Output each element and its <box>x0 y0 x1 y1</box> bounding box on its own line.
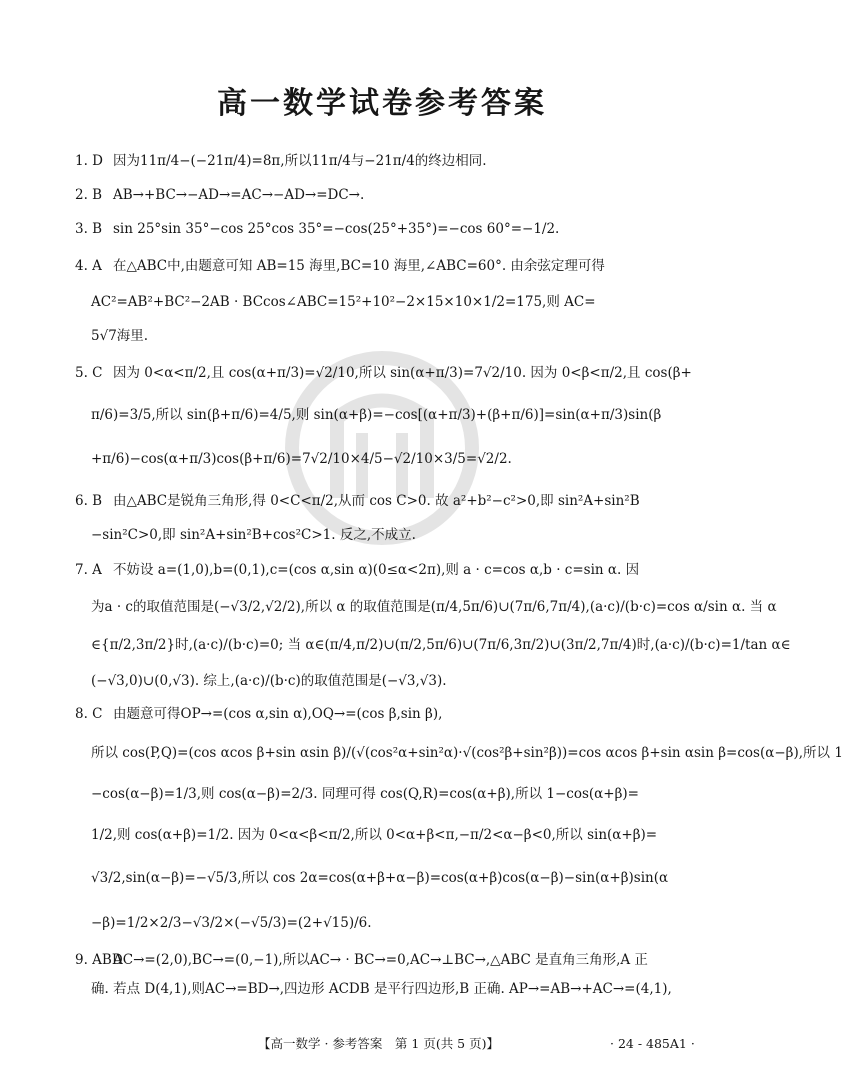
answer-line-4 <box>75 249 695 283</box>
answer-text: sin 25°sin 35°−cos 25°cos 35°=−cos(25°+35°)=−cos 60°=−1/2. <box>113 221 560 237</box>
answer-text: AB→+BC→−AD→=AC→−AD→=DC→. <box>113 187 365 203</box>
answer-line-continuation <box>91 398 695 432</box>
question-number: 9. ABD <box>75 952 123 968</box>
question-number: 5. C <box>75 365 103 381</box>
page-footer <box>0 1034 764 1054</box>
answer-line-5 <box>75 356 695 390</box>
answer-line-continuation <box>91 664 695 698</box>
answer-text: 所以 cos(P,Q)=(cos αcos β+sin αsin β)/(√(cos²α+sin²α)·√(cos²β+sin²β))=cos αcos β+sin αsin β=cos(α−β),所以 1 <box>91 745 843 761</box>
question-number: 3. B <box>75 221 103 237</box>
answer-text: AC→=(2,0),BC→=(0,−1),所以AC→ · BC→=0,AC→⊥BC→,△ABC 是直角三角形,A 正 <box>113 952 648 968</box>
answer-text: 因为 0<α<π/2,且 cos(α+π/3)=√2/10,所以 sin(α+π/3)=7√2/10. 因为 0<β<π/2,且 cos(β+ <box>113 365 692 381</box>
answer-line-continuation <box>91 861 695 895</box>
answer-line-continuation <box>91 818 695 852</box>
answer-text: 为a · c的取值范围是(−√3/2,√2/2),所以 α 的取值范围是(π/4,5π/6)∪(7π/6,7π/4),(a·c)/(b·c)=cos α/sin α. 当 α <box>91 599 777 615</box>
answer-line-continuation <box>91 518 695 552</box>
question-number: 2. B <box>75 187 103 203</box>
answer-line-8 <box>75 697 695 731</box>
answer-line-3 <box>75 212 695 246</box>
answer-text: 由△ABC是锐角三角形,得 0<C<π/2,从而 cos C>0. 故 a²+b²−c²>0,即 sin²A+sin²B <box>113 493 640 509</box>
answer-text: −β)=1/2×2/3−√3/2×(−√5/3)=(2+√15)/6. <box>91 915 372 931</box>
question-number: 4. A <box>75 258 102 274</box>
answer-line-continuation <box>91 628 791 662</box>
answer-line-1 <box>75 144 695 178</box>
footer-code: · 24 - 485A1 · <box>610 1036 695 1051</box>
question-number: 6. B <box>75 493 103 509</box>
answer-text: +π/6)−cos(α+π/3)cos(β+π/6)=7√2/10×4/5−√2/10×3/5=√2/2. <box>91 451 512 467</box>
answer-text: π/6)=3/5,所以 sin(β+π/6)=4/5,则 sin(α+β)=−cos[(α+π/3)+(β+π/6)]=sin(α+π/3)sin(β <box>91 407 662 423</box>
answer-line-6 <box>75 484 695 518</box>
answer-text: ∈{π/2,3π/2}时,(a·c)/(b·c)=0; 当 α∈(π/4,π/2)∪(π/2,5π/6)∪(7π/6,3π/2)∪(3π/2,7π/4)时,(a·c)/(b·c)=1/tan α∈ <box>91 637 791 653</box>
question-number: 8. C <box>75 706 103 722</box>
answer-text: 不妨设 a=(1,0),b=(0,1),c=(cos α,sin α)(0≤α<2π),则 a · c=cos α,b · c=sin α. 因 <box>113 562 640 578</box>
footer-text: 【高一数学 · 参考答案 第 1 页(共 5 页)】 <box>258 1036 499 1051</box>
answer-line-2 <box>75 178 695 212</box>
answer-text: 确. 若点 D(4,1),则AC→=BD→,四边形 ACDB 是平行四边形,B 正确. AP→=AB→+AC→=(4,1), <box>91 981 672 997</box>
answer-line-continuation <box>91 590 777 624</box>
answer-line-continuation <box>91 319 695 353</box>
answer-text: 在△ABC中,由题意可知 AB=15 海里,BC=10 海里,∠ABC=60°. 由余弦定理可得 <box>113 258 605 274</box>
question-number: 1. D <box>75 153 103 169</box>
answer-line-continuation <box>91 777 695 811</box>
answer-line-continuation <box>91 442 695 476</box>
answer-text: (−√3,0)∪(0,√3). 综上,(a·c)/(b·c)的取值范围是(−√3,√3). <box>91 673 447 689</box>
answer-text: AC²=AB²+BC²−2AB · BCcos∠ABC=15²+10²−2×15×10×1/2=175,则 AC= <box>91 294 596 310</box>
answer-text: 由题意可得OP→=(cos α,sin α),OQ→=(cos β,sin β), <box>113 706 443 722</box>
question-number: 7. A <box>75 562 102 578</box>
answer-line-7 <box>75 553 695 587</box>
page-title: 高一数学试卷参考答案 <box>217 86 547 121</box>
answer-text: 5√7海里. <box>91 328 149 344</box>
answer-text: −cos(α−β)=1/3,则 cos(α−β)=2/3. 同理可得 cos(Q,R)=cos(α+β),所以 1−cos(α+β)= <box>91 786 639 802</box>
answer-line-continuation <box>91 906 695 940</box>
answer-line-continuation <box>91 285 695 319</box>
answer-text: −sin²C>0,即 sin²A+sin²B+cos²C>1. 反之,不成立. <box>91 527 416 543</box>
answer-text: √3/2,sin(α−β)=−√5/3,所以 cos 2α=cos(α+β+α−β)=cos(α+β)cos(α−β)−sin(α+β)sin(α <box>91 870 669 886</box>
answer-text: 因为11π/4−(−21π/4)=8π,所以11π/4与−21π/4的终边相同. <box>113 153 487 169</box>
answer-line-continuation <box>91 972 695 1006</box>
answer-text: 1/2,则 cos(α+β)=1/2. 因为 0<α<β<π/2,所以 0<α+β<π,−π/2<α−β<0,所以 sin(α+β)= <box>91 827 658 843</box>
answer-line-continuation <box>91 736 843 770</box>
